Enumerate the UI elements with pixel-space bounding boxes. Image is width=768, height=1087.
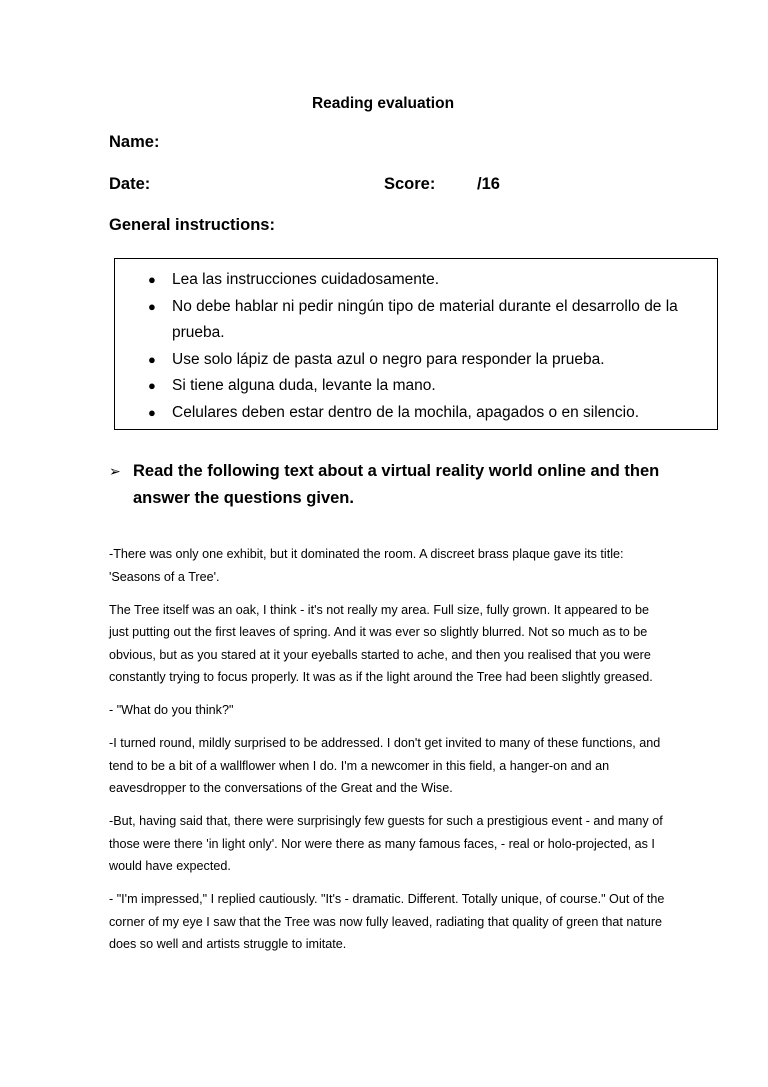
arrow-bullet-icon: ➢ [109, 463, 121, 479]
bullet-icon: ● [148, 272, 156, 287]
instruction-text: No debe hablar ni pedir ningún tipo de material durante el desarrollo de la prueba. [172, 297, 678, 341]
instruction-text: Celulares deben estar dentro de la mochila, apagados o en silencio. [172, 403, 640, 421]
reading-passage [109, 543, 669, 966]
bullet-icon: ● [148, 351, 156, 367]
bullet-icon: ● [148, 378, 156, 393]
name-label: Name: [109, 133, 160, 151]
score-value: /16 [477, 175, 500, 193]
instruction-text: Use solo lápiz de pasta azul o negro para responder la prueba. [172, 350, 605, 368]
task-instruction-text: Read the following text about a virtual reality world online and then answer the questions given. [133, 462, 660, 507]
score-label: Score: [384, 175, 436, 193]
instruction-item [148, 294, 714, 347]
instruction-item [148, 347, 714, 374]
document-title-text: Reading evaluation [311, 95, 455, 112]
passage-paragraph: - "I'm impressed," I replied cautiously. "It's - dramatic. Different. Totally unique, of course." Out of the corner of my eye I saw that the Tree was now fully leaved, radiating that quality of green that nature does so well and artists struggle to imitate. [109, 892, 665, 951]
task-instruction [109, 458, 669, 512]
bullet-icon: ● [148, 404, 156, 420]
passage-paragraph: -I turned round, mildly surprised to be addressed. I don't get invited to many of these functions, and tend to be a bit of a wallflower when I do. I'm a newcomer in this field, a hanger-on and an eavesdropper to the conversations of the Great and the Wise. [109, 736, 661, 795]
passage-paragraph: - "What do you think?" [109, 703, 234, 717]
instructions-list [148, 267, 714, 426]
instruction-text: Lea las instrucciones cuidadosamente. [172, 271, 440, 288]
passage-paragraph: -There was only one exhibit, but it dominated the room. A discreet brass plaque gave its title: 'Seasons of a Tree'. [109, 547, 624, 584]
instruction-item [148, 267, 714, 294]
document-title [0, 95, 768, 113]
instruction-item [148, 373, 714, 400]
instruction-item [148, 400, 714, 427]
instruction-text: Si tiene alguna duda, levante la mano. [172, 377, 436, 394]
bullet-icon: ● [148, 298, 156, 314]
general-instructions-label: General instructions: [109, 216, 275, 234]
passage-paragraph: The Tree itself was an oak, I think - it's not really my area. Full size, fully grown. It appeared to be just putting out the first leaves of spring. And it was ever so slightly blurred. Not so much as to be obvious, but as you stared at it your eyeballs started to ache, and then you realised that you were constantly trying to focus properly. It was as if the light around the Tree had been slightly greased. [109, 602, 653, 684]
passage-paragraph: -But, having said that, there were surprisingly few guests for such a prestigious event - and many of those were there 'in light only'. Nor were there as many famous faces, - real or holo-projected, as I would have expected. [109, 814, 663, 873]
date-label: Date: [109, 175, 151, 193]
instructions-box [114, 258, 718, 430]
